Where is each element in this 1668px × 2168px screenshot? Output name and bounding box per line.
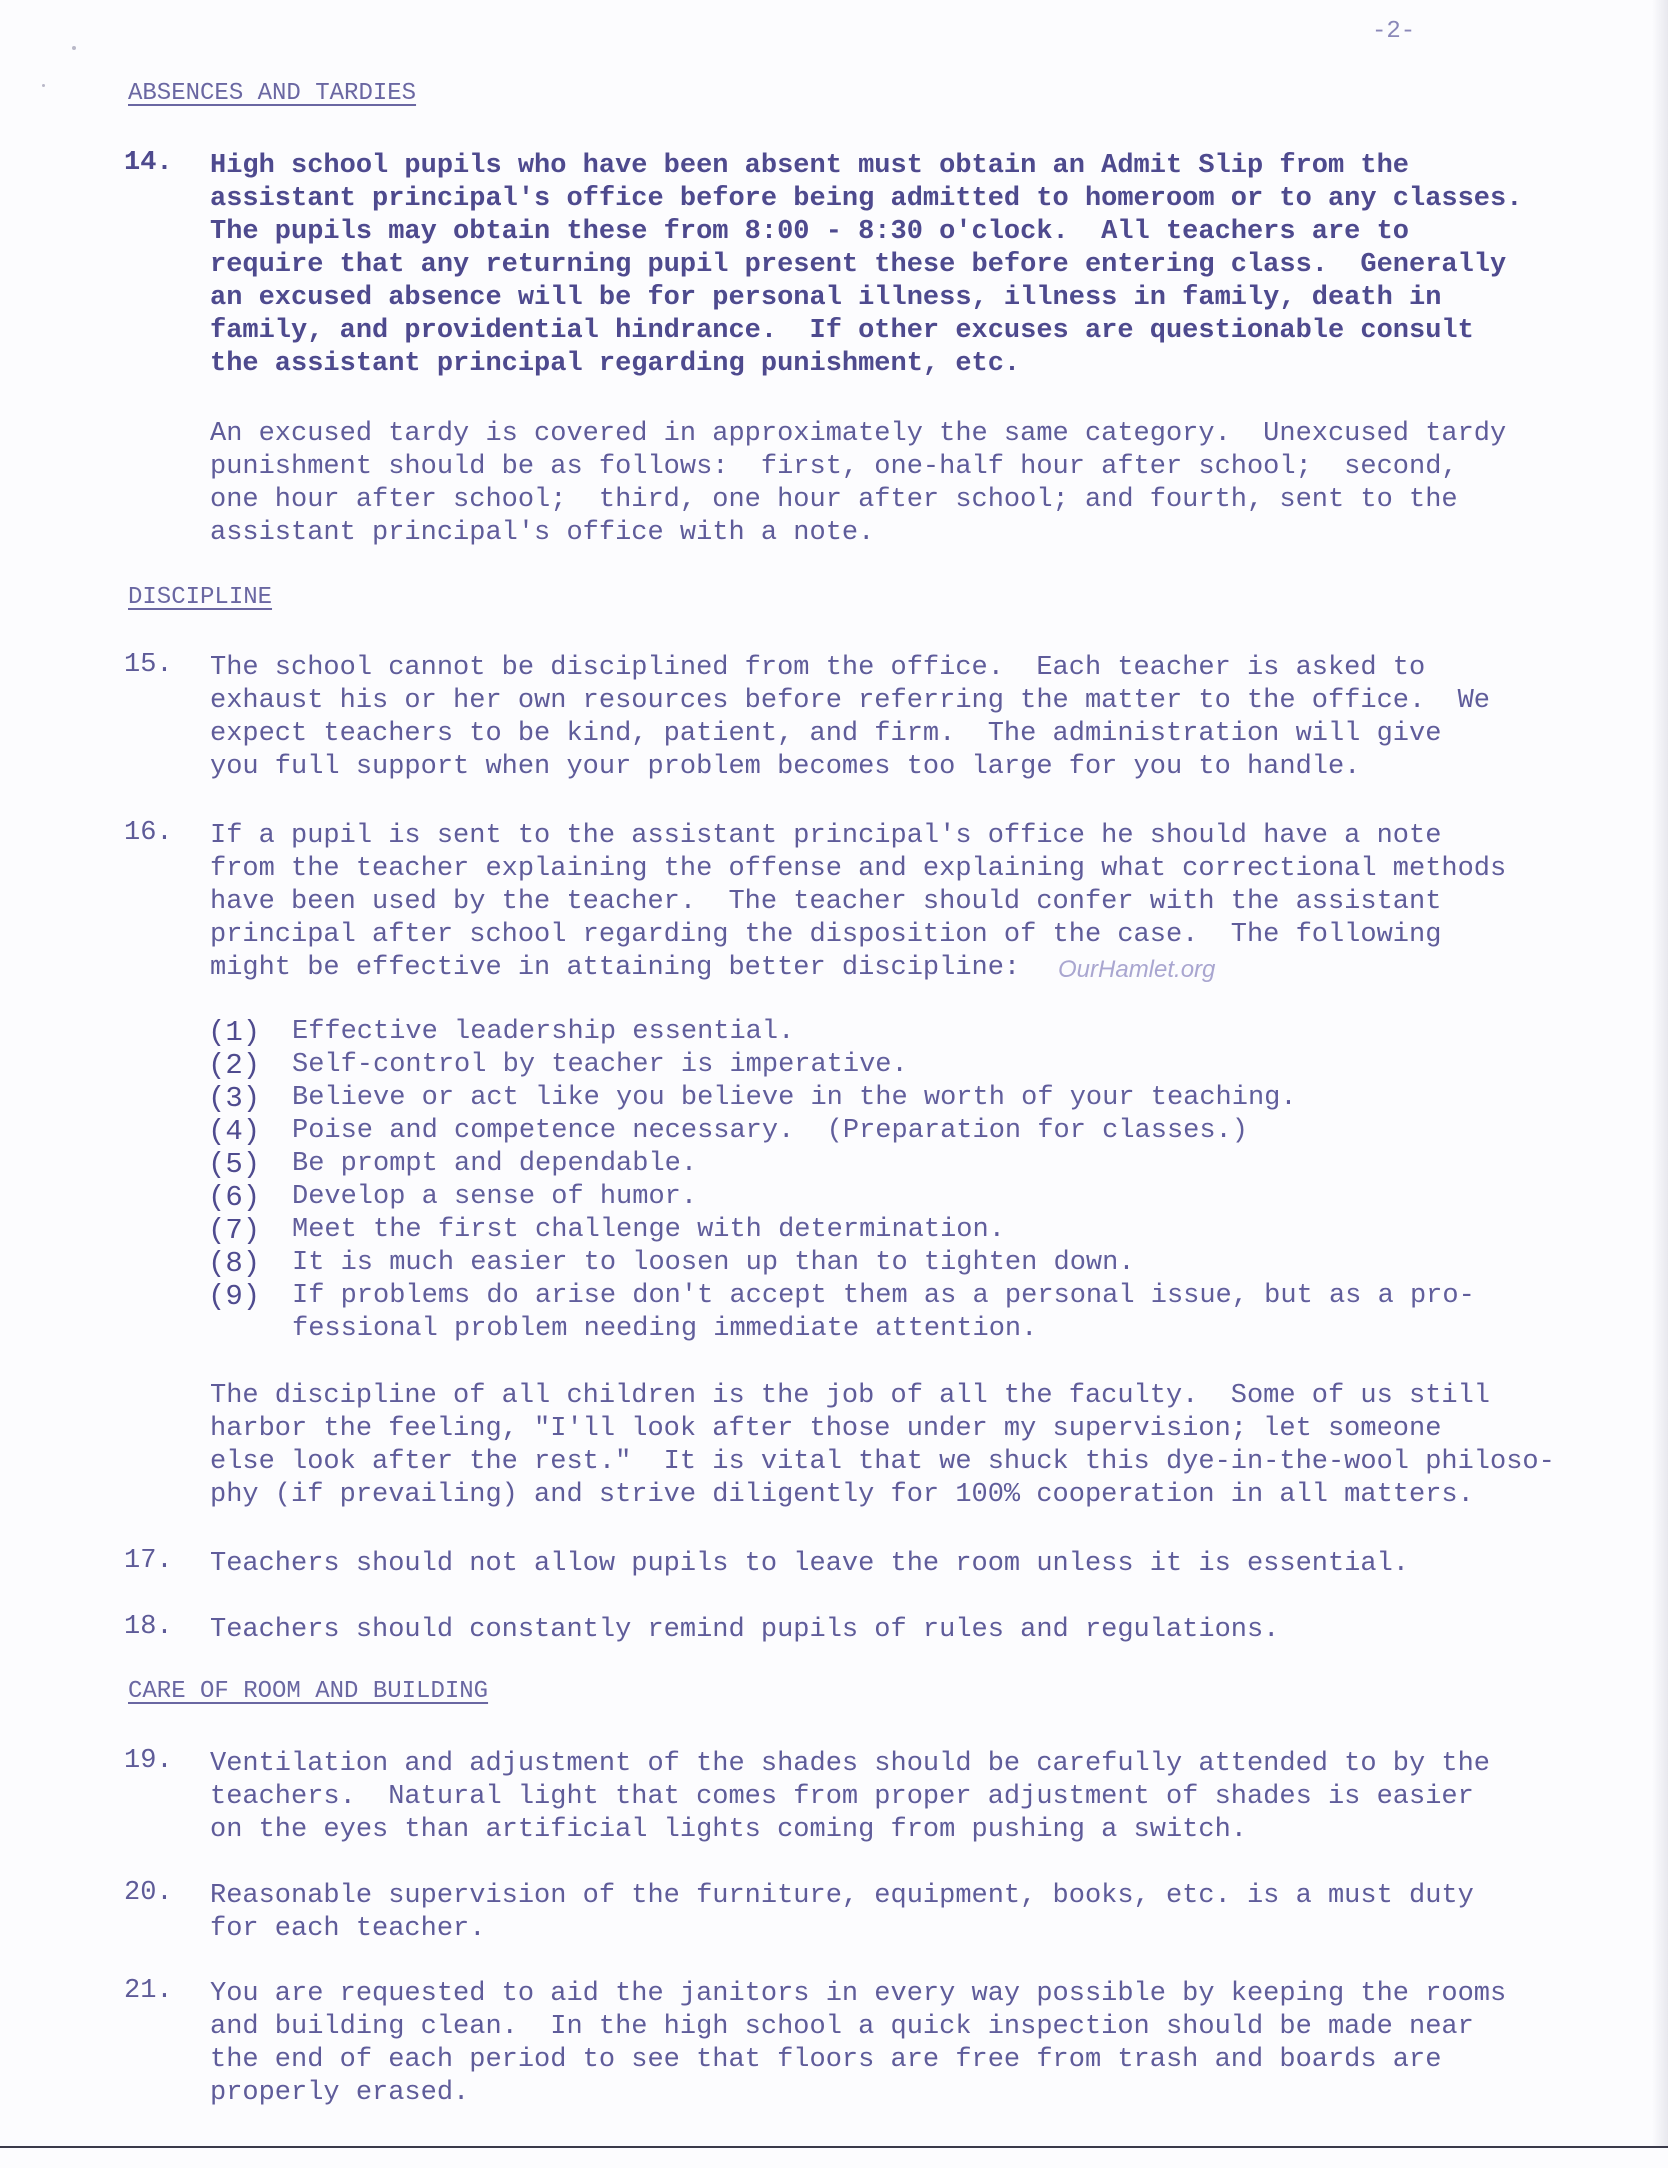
section-heading-absences: ABSENCES AND TARDIES [128, 80, 417, 107]
discipline-closing-paragraph: The discipline of all children is the job of all the faculty. Some of us still harbor the feeling, "I'll look after those under my supervision; let someone else look after the rest." It is vital that we shuck this dye-in-the-wool philoso- phy (if prevailing) and strive diligently for 100% cooperation in all matters. [210, 1381, 1555, 1510]
list-item-number: (9) [208, 1280, 261, 1313]
item-18-paragraph: Teachers should constantly remind pupils of rules and regulations. [210, 1615, 1280, 1645]
item-16-paragraph: If a pupil is sent to the assistant principal's office he should have a note from the teacher explaining the offense and explaining what correctional methods have been used by the teacher. The teacher should confer with the assistant principal after school regarding the disposition of the case. The following might be effective in attaining better discipline: [210, 821, 1507, 983]
page-bottom-edge [0, 2146, 1668, 2148]
item-number-20: 20. [124, 1878, 173, 1908]
item-14-tardy-paragraph: An excused tardy is covered in approximately the same category. Unexcused tardy punishment should be as follows: first, one-half hour after school; second, one hour after school; third, one hour after school; and fourth, sent to the assistant principal's office with a note. [210, 419, 1507, 548]
list-item-number: (8) [208, 1247, 261, 1280]
item-number-16: 16. [124, 818, 173, 848]
section-heading-discipline: DISCIPLINE [128, 584, 273, 611]
paper-speck [72, 46, 76, 50]
list-item-text: Self-control by teacher is imperative. [292, 1050, 908, 1080]
item-number-21: 21. [124, 1976, 173, 2006]
list-item-text: It is much easier to loosen up than to tighten down. [292, 1248, 1135, 1278]
list-item-number: (5) [208, 1148, 261, 1181]
list-item-text: Effective leadership essential. [292, 1017, 795, 1047]
watermark: OurHamlet.org [1058, 956, 1216, 983]
list-item-text: Develop a sense of humor. [292, 1182, 698, 1212]
item-number-15: 15. [124, 650, 173, 680]
item-number-19: 19. [124, 1746, 173, 1776]
item-21-paragraph: You are requested to aid the janitors in every way possible by keeping the rooms and building clean. In the high school a quick inspection should be made near the end of each period to see that floors are free from trash and boards are properly erased. [210, 1979, 1507, 2108]
page-number: -2- [1372, 18, 1416, 45]
list-item-number: (6) [208, 1181, 261, 1214]
list-item-number: (1) [208, 1016, 261, 1049]
item-number-18: 18. [124, 1612, 173, 1642]
item-number-17: 17. [124, 1546, 173, 1576]
item-14-paragraph: High school pupils who have been absent must obtain an Admit Slip from the assistant principal's office before being admitted to homeroom or to any classes. The pupils may obtain these from 8:00 - 8:30 o'clock. All teachers are to require that any returning pupil present these before entering class. Generally an excused absence will be for personal illness, illness in family, death in family, and providential hindrance. If other excuses are questionable consult the assistant principal regarding punishment, etc. [210, 151, 1523, 379]
item-number-14: 14. [124, 148, 173, 178]
list-item-text: Believe or act like you believe in the worth of your teaching. [292, 1083, 1297, 1113]
list-item-number: (4) [208, 1115, 261, 1148]
list-item-text: If problems do arise don't accept them as a personal issue, but as a pro- fessional problem needing immediate attention. [292, 1281, 1475, 1344]
list-item-number: (3) [208, 1082, 261, 1115]
list-item-text: Meet the first challenge with determination. [292, 1215, 1005, 1245]
list-item-number: (2) [208, 1049, 261, 1082]
page-edge-shadow [1652, 0, 1668, 2146]
section-heading-care: CARE OF ROOM AND BUILDING [128, 1678, 489, 1705]
list-item-number: (7) [208, 1214, 261, 1247]
list-item-text: Be prompt and dependable. [292, 1149, 698, 1179]
item-20-paragraph: Reasonable supervision of the furniture, equipment, books, etc. is a must duty for each teacher. [210, 1881, 1474, 1944]
paper-speck [42, 84, 45, 87]
list-item-text: Poise and competence necessary. (Preparation for classes.) [292, 1116, 1248, 1146]
item-19-paragraph: Ventilation and adjustment of the shades should be carefully attended to by the teachers. Natural light that comes from proper adjustment of shades is easier on the eyes than artificial lights coming from pushing a switch. [210, 1749, 1491, 1845]
item-15-paragraph: The school cannot be disciplined from the office. Each teacher is asked to exhaust his or her own resources before referring the matter to the office. We expect teachers to be kind, patient, and firm. The administration will give you full support when your problem becomes too large for you to handle. [210, 653, 1491, 782]
item-17-paragraph: Teachers should not allow pupils to leave the room unless it is essential. [210, 1549, 1409, 1579]
